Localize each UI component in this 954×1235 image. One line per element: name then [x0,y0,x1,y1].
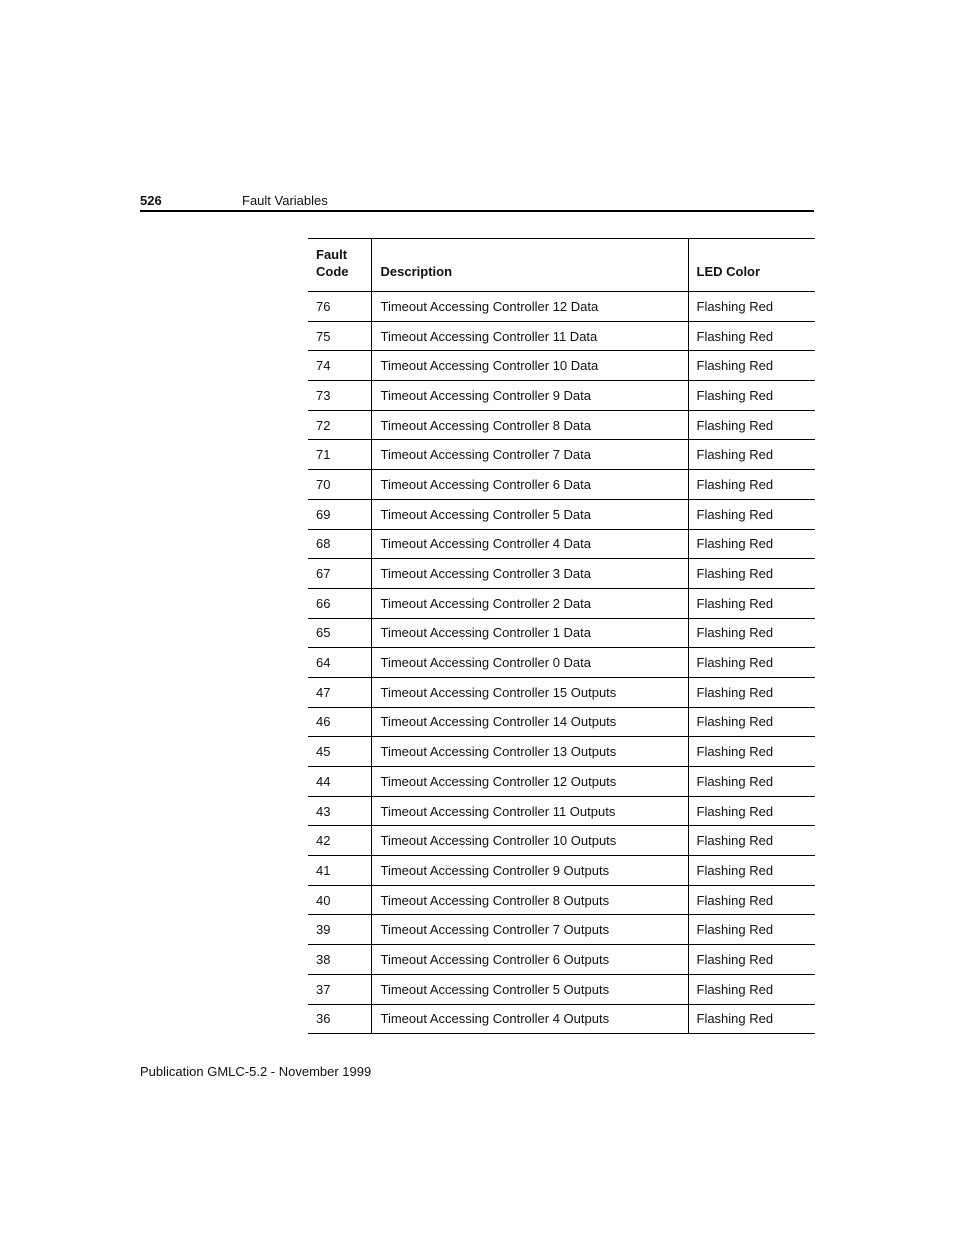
column-header-fault-code [308,239,371,292]
fault-code-cell: 39 [308,915,371,945]
table-row [308,796,815,826]
led-color-cell: Flashing Red [688,559,815,589]
led-color-cell: Flashing Red [688,440,815,470]
fault-code-cell: 36 [308,1004,371,1034]
table-row [308,292,815,322]
description-cell: Timeout Accessing Controller 6 Data [371,470,688,500]
table-row [308,826,815,856]
led-color-cell: Flashing Red [688,885,815,915]
fault-code-cell: 74 [308,351,371,381]
led-color-cell: Flashing Red [688,529,815,559]
led-color-cell: Flashing Red [688,915,815,945]
led-color-cell: Flashing Red [688,737,815,767]
table-row [308,945,815,975]
led-color-cell: Flashing Red [688,321,815,351]
led-color-cell: Flashing Red [688,856,815,886]
table-row [308,618,815,648]
fault-code-table [308,238,815,1034]
table-row [308,381,815,411]
column-header-fault-code-line2: Code [316,264,349,279]
description-cell: Timeout Accessing Controller 5 Outputs [371,974,688,1004]
description-cell: Timeout Accessing Controller 6 Outputs [371,945,688,975]
led-color-cell: Flashing Red [688,648,815,678]
fault-code-cell: 38 [308,945,371,975]
description-cell: Timeout Accessing Controller 4 Outputs [371,1004,688,1034]
led-color-cell: Flashing Red [688,470,815,500]
led-color-cell: Flashing Red [688,974,815,1004]
led-color-cell: Flashing Red [688,410,815,440]
table-row [308,737,815,767]
table-row [308,499,815,529]
fault-code-cell: 46 [308,707,371,737]
description-cell: Timeout Accessing Controller 0 Data [371,648,688,678]
fault-code-cell: 41 [308,856,371,886]
table-row [308,529,815,559]
fault-code-cell: 64 [308,648,371,678]
table-row [308,1004,815,1034]
description-cell: Timeout Accessing Controller 7 Outputs [371,915,688,945]
fault-code-cell: 75 [308,321,371,351]
column-header-led-color: LED Color [688,239,815,292]
led-color-cell: Flashing Red [688,292,815,322]
table-row [308,767,815,797]
description-cell: Timeout Accessing Controller 5 Data [371,499,688,529]
description-cell: Timeout Accessing Controller 7 Data [371,440,688,470]
description-cell: Timeout Accessing Controller 14 Outputs [371,707,688,737]
description-cell: Timeout Accessing Controller 15 Outputs [371,677,688,707]
description-cell: Timeout Accessing Controller 13 Outputs [371,737,688,767]
fault-code-cell: 43 [308,796,371,826]
table-row [308,707,815,737]
fault-code-cell: 37 [308,974,371,1004]
publication-footer: Publication GMLC-5.2 - November 1999 [140,1064,372,1079]
led-color-cell: Flashing Red [688,588,815,618]
table-row [308,321,815,351]
table-row [308,885,815,915]
led-color-cell: Flashing Red [688,826,815,856]
fault-code-cell: 67 [308,559,371,589]
description-cell: Timeout Accessing Controller 11 Data [371,321,688,351]
description-cell: Timeout Accessing Controller 10 Data [371,351,688,381]
fault-code-cell: 69 [308,499,371,529]
table-row [308,677,815,707]
fault-code-cell: 47 [308,677,371,707]
fault-code-cell: 45 [308,737,371,767]
description-cell: Timeout Accessing Controller 11 Outputs [371,796,688,826]
description-cell: Timeout Accessing Controller 4 Data [371,529,688,559]
description-cell: Timeout Accessing Controller 3 Data [371,559,688,589]
table-row [308,410,815,440]
table-row [308,856,815,886]
description-cell: Timeout Accessing Controller 2 Data [371,588,688,618]
led-color-cell: Flashing Red [688,945,815,975]
description-cell: Timeout Accessing Controller 12 Outputs [371,767,688,797]
led-color-cell: Flashing Red [688,677,815,707]
description-cell: Timeout Accessing Controller 12 Data [371,292,688,322]
fault-code-cell: 40 [308,885,371,915]
table-row [308,440,815,470]
table-body [308,292,815,1034]
fault-code-cell: 71 [308,440,371,470]
table-row [308,351,815,381]
column-header-fault-code-line1: Fault [316,247,348,262]
table-row [308,648,815,678]
fault-code-cell: 73 [308,381,371,411]
fault-code-cell: 66 [308,588,371,618]
description-cell: Timeout Accessing Controller 9 Outputs [371,856,688,886]
description-cell: Timeout Accessing Controller 10 Outputs [371,826,688,856]
description-cell: Timeout Accessing Controller 8 Outputs [371,885,688,915]
table-row [308,915,815,945]
page-number: 526 [140,193,162,208]
led-color-cell: Flashing Red [688,381,815,411]
table-row [308,588,815,618]
fault-code-cell: 44 [308,767,371,797]
description-cell: Timeout Accessing Controller 8 Data [371,410,688,440]
table-row [308,470,815,500]
table-header-row [308,239,815,292]
led-color-cell: Flashing Red [688,618,815,648]
led-color-cell: Flashing Red [688,351,815,381]
page-header [140,190,814,212]
fault-code-cell: 76 [308,292,371,322]
led-color-cell: Flashing Red [688,767,815,797]
fault-code-cell: 68 [308,529,371,559]
fault-code-cell: 42 [308,826,371,856]
led-color-cell: Flashing Red [688,707,815,737]
column-header-description: Description [371,239,688,292]
fault-code-cell: 65 [308,618,371,648]
description-cell: Timeout Accessing Controller 1 Data [371,618,688,648]
led-color-cell: Flashing Red [688,499,815,529]
led-color-cell: Flashing Red [688,796,815,826]
table-row [308,974,815,1004]
fault-code-cell: 72 [308,410,371,440]
section-title: Fault Variables [242,193,328,208]
table-row [308,559,815,589]
led-color-cell: Flashing Red [688,1004,815,1034]
fault-code-cell: 70 [308,470,371,500]
description-cell: Timeout Accessing Controller 9 Data [371,381,688,411]
